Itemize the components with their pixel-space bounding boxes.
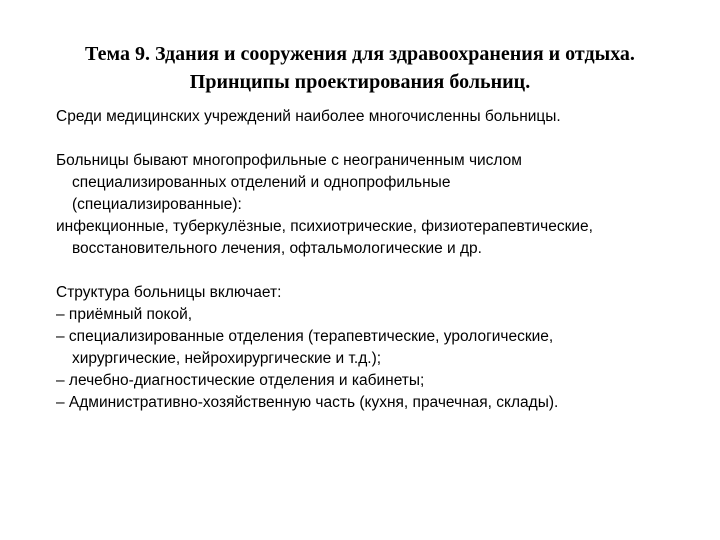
title-line-2: Принципы проектирования больниц. [189,71,531,93]
list-item: – приёмный покой, [56,306,193,323]
list-item: – специализированные отделения (терапевтические, урологические, [56,328,554,345]
list-item: – лечебно-диагностические отделения и кабинеты; [56,372,425,389]
types-line-4: инфекционные, туберкулёзные, психиотрические, физиотерапевтические, [56,218,593,235]
types-line-1: Больницы бывают многопрофильные с неограниченным числом [56,152,522,169]
types-line-2: специализированных отделений и однопрофильные [72,174,451,191]
intro-paragraph: Среди медицинских учреждений наиболее многочисленны больницы. [56,108,561,125]
slide-body [56,106,672,414]
structure-heading: Структура больницы включает: [56,284,282,301]
hospital-types-paragraph [56,150,672,260]
title-line-1: Тема 9. Здания и сооружения для здравоохранения и отдыха. [85,43,635,65]
list-item: – Административно-хозяйственную часть (кухня, прачечная, склады). [56,394,559,411]
list-item-continuation: хирургические, нейрохирургические и т.д.); [72,350,382,367]
structure-list [56,282,672,414]
types-line-5: восстановительного лечения, офтальмологические и др. [72,240,482,257]
types-line-3: (специализированные): [72,196,242,213]
slide-title [30,40,690,96]
